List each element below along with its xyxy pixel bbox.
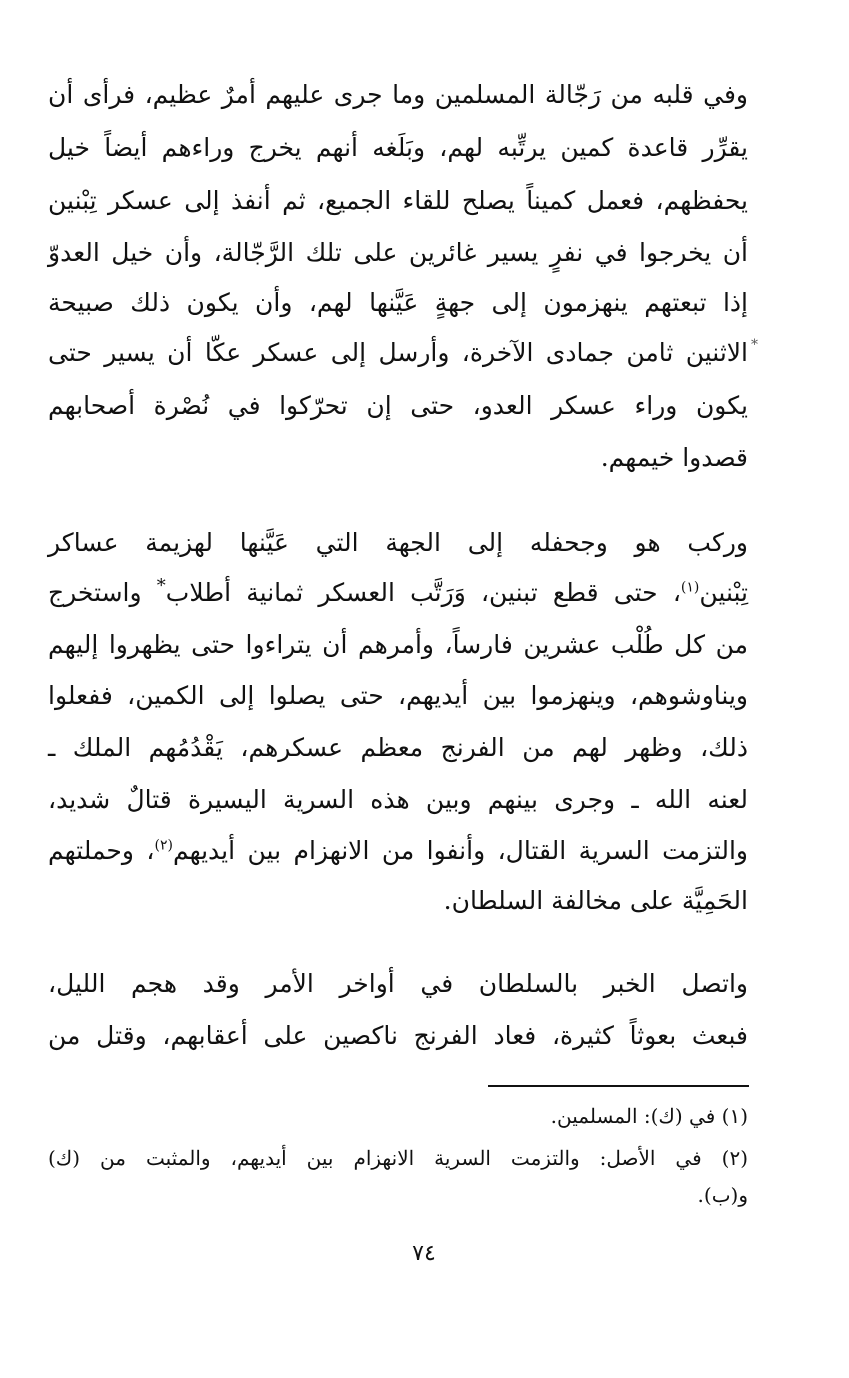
paragraph-2-line-6: لعنه الله ـ وجرى بينهم وبين هذه السرية اليسيرة قتالٌ شديد، (48, 785, 748, 814)
paragraph-1-line-6: الاثنين ثامن جمادى الآخرة، وأرسل إلى عسكر عكّا أن يسير حتى (48, 338, 748, 367)
paragraph-2-line-2-text-a: تِبْنين (699, 578, 748, 607)
paragraph-2-line-5: ذلك، وظهر لهم من الفرنج معظم عسكرهم، يَقْدُمُهم الملك ـ (48, 733, 748, 762)
paragraph-3-line-2: فبعث بعوثاً كثيرة، فعاد الفرنج ناكصين على أعقابهم، وقتل من (48, 1021, 748, 1050)
paragraph-1-line-2: يقرِّر قاعدة كمين يرتِّبه لهم، وبَلَغه أنهم يخرج وراءهم أيضاً خيل (48, 133, 748, 162)
footnote-divider (488, 1085, 749, 1087)
paragraph-3-line-1: واتصل الخبر بالسلطان في أواخر الأمر وقد هجم الليل، (48, 969, 748, 998)
paragraph-2-line-2-text-b: ، حتى قطع تبنين، وَرَتَّب العسكر ثمانية أطلاب (165, 578, 681, 607)
paragraph-2-line-1: وركب هو وجحفله إلى الجهة التي عَيَّنها لهزيمة عساكر (48, 528, 748, 557)
paragraph-2-line-4: ويناوشوهم، وينهزموا بين أيديهم، حتى يصلوا إلى الكمين، ففعلوا (48, 681, 748, 710)
paragraph-2-line-2-text-c: واستخرج (48, 578, 157, 607)
paragraph-2-line-7 (48, 836, 748, 866)
paragraph-1-line-5: إذا تبعتهم ينهزمون إلى جهةٍ عَيَّنها لهم، وأن يكون ذلك صبيحة (48, 288, 748, 317)
margin-marker: * (751, 337, 758, 353)
paragraph-1-line-7: يكون وراء عسكر العدو، حتى إن تحرّكوا في نُصْرة أصحابهم (48, 391, 748, 420)
footnote-ref-1: (١) (680, 579, 700, 596)
page-number: ٧٤ (412, 1241, 436, 1266)
asterisk-marker: * (156, 575, 166, 597)
footnote-ref-2: (٢) (154, 837, 173, 854)
footnote-1: (١) في (ك): المسلمين. (550, 1104, 748, 1128)
paragraph-1-line-8: قصدوا خيمهم. (600, 443, 748, 472)
footnote-2-line-1: (٢) في الأصل: والتزمت السرية الانهزام بين أيديهم، والمثبت من (ك) (48, 1146, 748, 1170)
paragraph-2-line-3: من كل طُلْب عشرين فارساً، وأمرهم أن يتراءوا حتى يظهروا إليهم (48, 630, 748, 659)
footnote-2-line-2: و(ب). (697, 1183, 748, 1207)
paragraph-2-line-7-text-a: والتزمت السرية القتال، وأنفوا من الانهزام بين أيديهم (172, 836, 748, 865)
paragraph-2-line-7-text-b: ، وحملتهم (48, 836, 155, 865)
paragraph-1-line-1: وفي قلبه من رَجّالة المسلمين وما جرى عليهم أمرٌ عظيم، فرأى أن (48, 80, 748, 109)
paragraph-2-line-2 (48, 575, 748, 608)
paragraph-2-line-8: الحَمِيَّة على مخالفة السلطان. (443, 886, 748, 915)
paragraph-1-line-4: أن يخرجوا في نفرٍ يسير غائرين على تلك الرَّجّالة، وأن خيل العدوّ (48, 238, 748, 267)
paragraph-1-line-3: يحفظهم، فعمل كميناً يصلح للقاء الجميع، ثم أنفذ إلى عسكر تِبْنين (48, 186, 748, 215)
